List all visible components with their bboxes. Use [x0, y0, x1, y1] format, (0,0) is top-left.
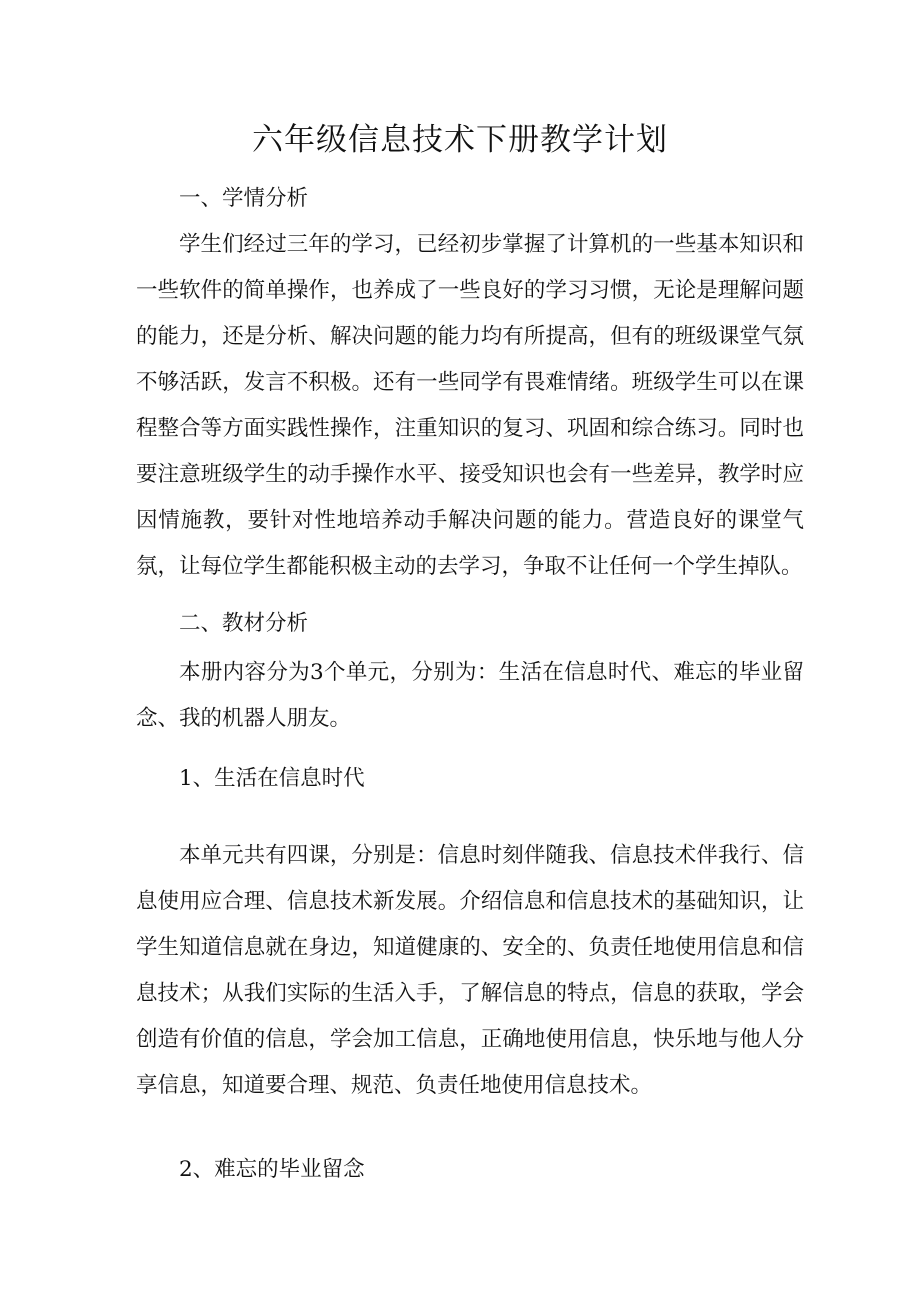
- section-heading-student-analysis: 一、学情分析: [179, 186, 309, 211]
- unit-heading-information-age: 1、生活在信息时代: [179, 766, 365, 791]
- paragraph-unit-information-age: 本单元共有四课，分别是：信息时刻伴随我、信息技术伴我行、信息使用应合理、信息技术新发展。介绍信息和信息技术的基础知识，让学生知道信息就在身边，知道健康的、安全的、负责任地使用信息和信息技术；从我们实际的生活入手，了解信息的特点，信息的获取，学会创造有价值的信息，学会加工信息，正确地使用信息，快乐地与他人分享信息，知道要合理、规范、负责任地使用信息技术。: [136, 843, 804, 1098]
- page-title: 六年级信息技术下册教学计划: [252, 122, 668, 158]
- section-heading-textbook-analysis: 二、教材分析: [179, 611, 309, 636]
- unit-heading-graduation-memento: 2、难忘的毕业留念: [179, 1157, 365, 1182]
- paragraph-textbook-overview: 本册内容分为3个单元，分别为：生活在信息时代、难忘的毕业留念、我的机器人朋友。: [136, 660, 804, 731]
- paragraph-student-analysis: 学生们经过三年的学习，已经初步掌握了计算机的一些基本知识和一些软件的简单操作，也养成了一些良好的学习习惯，无论是理解问题的能力，还是分析、解决问题的能力均有所提高，但有的班级课堂气氛不够活跃，发言不积极。还有一些同学有畏难情绪。班级学生可以在课程整合等方面实践性操作，注重知识的复习、巩固和综合练习。同时也要注意班级学生的动手操作水平、接受知识也会有一些差异，教学时应因情施教，要针对性地培养动手解决问题的能力。营造良好的课堂气氛，让每位学生都能积极主动的去学习，争取不让任何一个学生掉队。: [136, 232, 804, 579]
